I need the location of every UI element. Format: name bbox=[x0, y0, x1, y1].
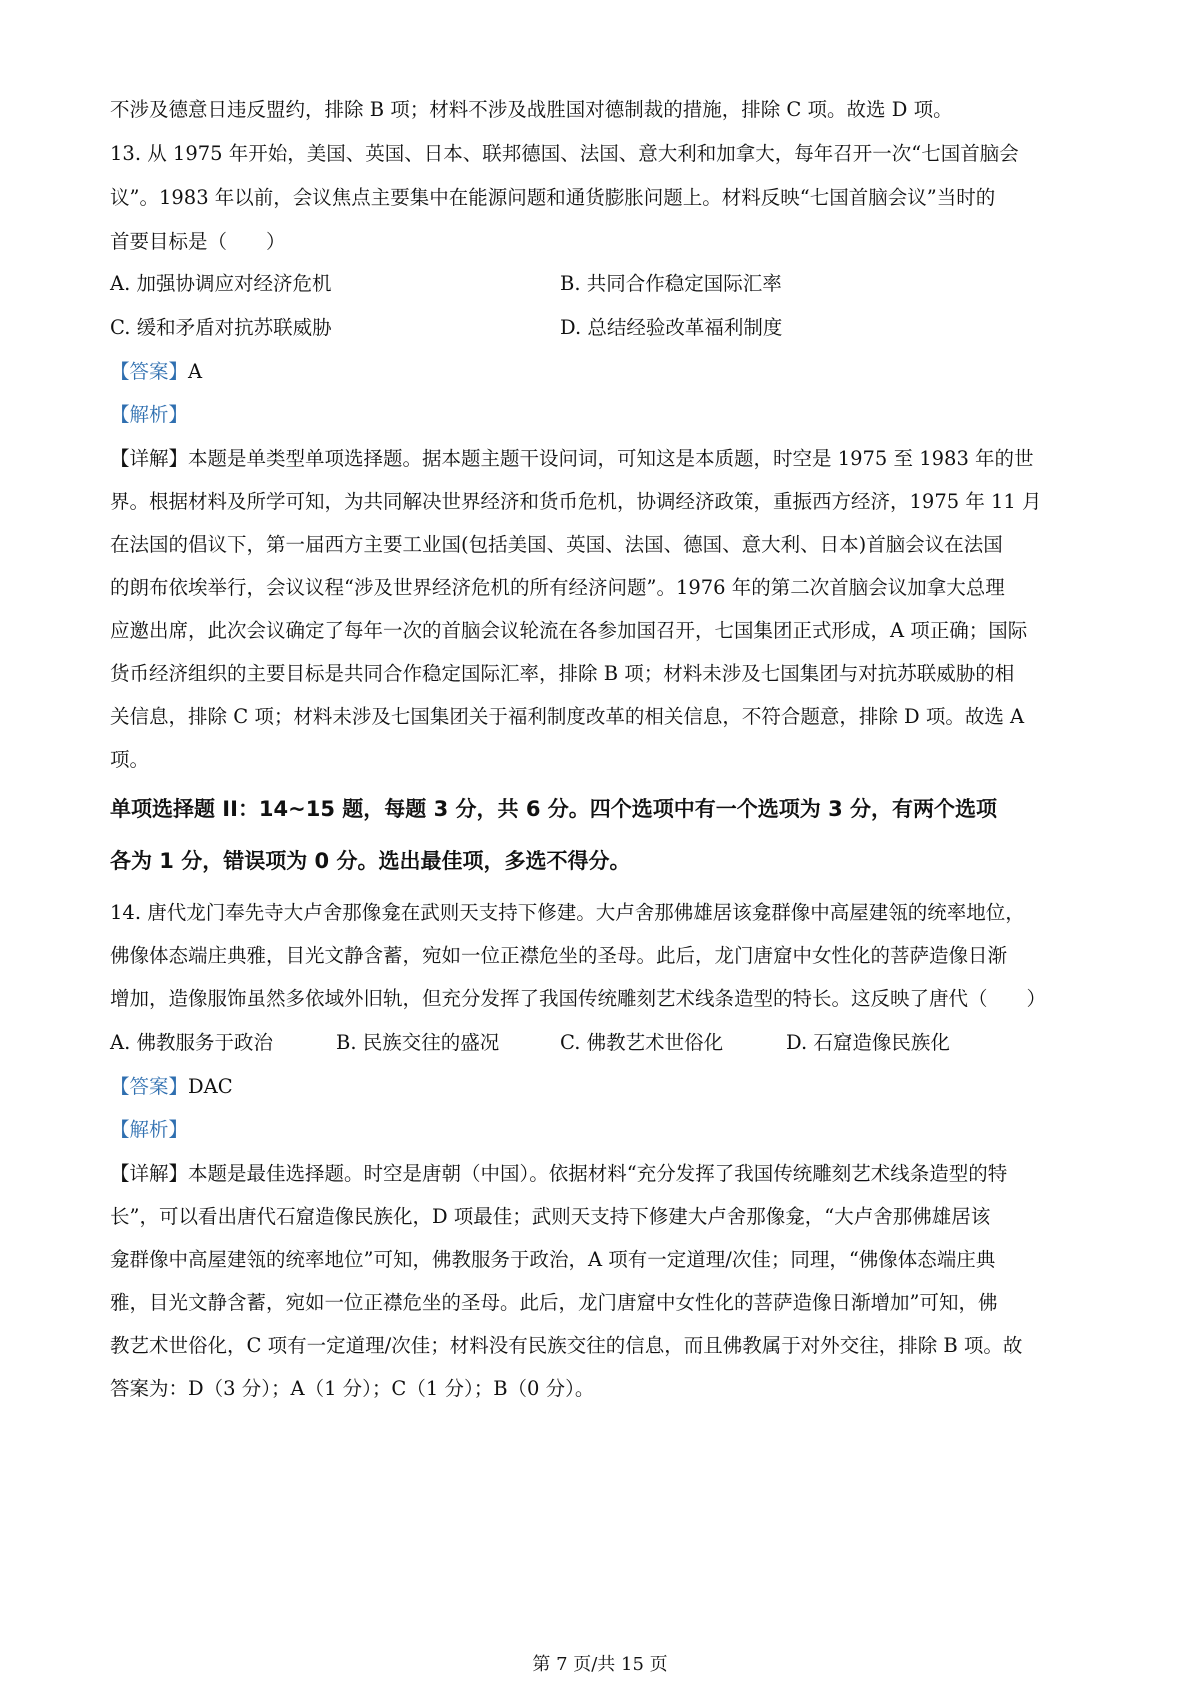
q13-option-c: C. 缓和矛盾对抗苏联威胁 bbox=[110, 316, 332, 339]
q13-detail-text-1: 本题是单类型单项选择题。据本题主题干设问词，可知这是本质题，时空是 1975 至 1983 年的世 bbox=[188, 447, 1034, 470]
q14-detail-text-1: 本题是最佳选择题。时空是唐朝（中国）。依据材料“充分发挥了我国传统雕刻艺术线条造型的特 bbox=[188, 1162, 1008, 1185]
q14-detail-line-4: 雅，目光文静含蓄，宛如一位正襟危坐的圣母。此后，龙门唐窟中女性化的菩萨造像日渐增加”可知，佛 bbox=[110, 1291, 998, 1314]
q13-stem-line-2: 议”。1983 年以前，会议焦点主要集中在能源问题和通货膨胀问题上。材料反映“七国首脑会议”当时的 bbox=[110, 186, 996, 209]
q13-stem-line-3: 首要目标是（ ） bbox=[110, 230, 286, 253]
q13-detail-line-3: 在法国的倡议下，第一届西方主要工业国(包括美国、英国、法国、德国、意大利、日本)首脑会议在法国 bbox=[110, 533, 1003, 556]
q13-detail-line-1 bbox=[110, 445, 1100, 473]
q14-analysis-heading bbox=[110, 1116, 1100, 1144]
q14-stem-line-3: 增加，造像服饰虽然多依域外旧轨，但充分发挥了我国传统雕刻艺术线条造型的特长。这反映了唐代（ ） bbox=[110, 987, 1047, 1010]
q13-option-d: D. 总结经验改革福利制度 bbox=[560, 316, 783, 339]
q14-option-b: B. 民族交往的盛况 bbox=[336, 1031, 500, 1054]
q13-option-a: A. 加强协调应对经济危机 bbox=[110, 272, 332, 295]
q14-detail-line-1 bbox=[110, 1160, 1100, 1188]
q13-detail-line-6: 货币经济组织的主要目标是共同合作稳定国际汇率，排除 B 项；材料未涉及七国集团与对抗苏联威胁的相 bbox=[110, 662, 1015, 685]
q14-detail-line-3: 龛群像中高屋建瓴的统率地位”可知，佛教服务于政治，A 项有一定道理/次佳；同理，“佛像体态端庄典 bbox=[110, 1248, 996, 1271]
q13-answer-value: A bbox=[188, 360, 203, 383]
analysis-tag: 【解析】 bbox=[110, 1118, 189, 1141]
analysis-tag: 【解析】 bbox=[110, 403, 189, 426]
q13-detail-line-8: 项。 bbox=[110, 748, 150, 771]
q12-tail-text: 不涉及德意日违反盟约，排除 B 项；材料不涉及战胜国对德制裁的措施，排除 C 项。故选 D 项。 bbox=[110, 98, 953, 121]
q13-detail-line-4: 的朗布依埃举行，会议议程“涉及世界经济危机的所有经济问题”。1976 年的第二次首脑会议加拿大总理 bbox=[110, 576, 1005, 599]
q14-detail-line-5: 教艺术世俗化，C 项有一定道理/次佳；材料没有民族交往的信息，而且佛教属于对外交往，排除 B 项。故 bbox=[110, 1334, 1023, 1357]
q13-stem-line-1: 13. 从 1975 年开始，美国、英国、日本、联邦德国、法国、意大利和加拿大，每年召开一次“七国首脑会 bbox=[110, 142, 1019, 165]
q14-stem-line-2: 佛像体态端庄典雅，目光文静含蓄，宛如一位正襟危坐的圣母。此后，龙门唐窟中女性化的菩萨造像日渐 bbox=[110, 944, 1008, 967]
q13-answer-line bbox=[110, 358, 1100, 386]
q14-option-d: D. 石窟造像民族化 bbox=[786, 1031, 950, 1054]
detail-tag: 【详解】 bbox=[110, 447, 189, 470]
q13-detail-line-7: 关信息，排除 C 项；材料未涉及七国集团关于福利制度改革的相关信息，不符合题意，排除 D 项。故选 A bbox=[110, 705, 1025, 728]
q14-option-c: C. 佛教艺术世俗化 bbox=[560, 1031, 724, 1054]
q14-answer-value: DAC bbox=[188, 1075, 233, 1098]
section-heading-line-2: 各为 1 分，错误项为 0 分。选出最佳项，多选不得分。 bbox=[110, 849, 631, 873]
q13-detail-line-2: 界。根据材料及所学可知，为共同解决世界经济和货币危机，协调经济政策，重振西方经济，1975 年 11 月 bbox=[110, 490, 1042, 513]
page-footer: 第 7 页/共 15 页 bbox=[532, 1654, 668, 1675]
q14-answer-line bbox=[110, 1073, 1100, 1101]
q13-option-b: B. 共同合作稳定国际汇率 bbox=[560, 272, 782, 295]
q14-detail-line-2: 长”，可以看出唐代石窟造像民族化，D 项最佳；武则天支持下修建大卢舍那像龛，“大卢舍那佛雄居该 bbox=[110, 1205, 991, 1228]
answer-tag: 【答案】 bbox=[110, 360, 189, 383]
answer-tag: 【答案】 bbox=[110, 1075, 189, 1098]
q14-option-a: A. 佛教服务于政治 bbox=[110, 1031, 273, 1054]
section-heading-line-1: 单项选择题 II：14~15 题，每题 3 分，共 6 分。四个选项中有一个选项为 3 分，有两个选项 bbox=[110, 797, 997, 821]
q14-stem-line-1: 14. 唐代龙门奉先寺大卢舍那像龛在武则天支持下修建。大卢舍那佛雄居该龛群像中高屋建瓴的统率地位， bbox=[110, 901, 1025, 924]
detail-tag: 【详解】 bbox=[110, 1162, 189, 1185]
q13-analysis-heading bbox=[110, 401, 1100, 429]
q14-detail-line-6: 答案为：D（3 分）；A（1 分）；C（1 分）；B（0 分）。 bbox=[110, 1377, 595, 1400]
q13-detail-line-5: 应邀出席，此次会议确定了每年一次的首脑会议轮流在各参加国召开，七国集团正式形成，A 项正确；国际 bbox=[110, 619, 1028, 642]
